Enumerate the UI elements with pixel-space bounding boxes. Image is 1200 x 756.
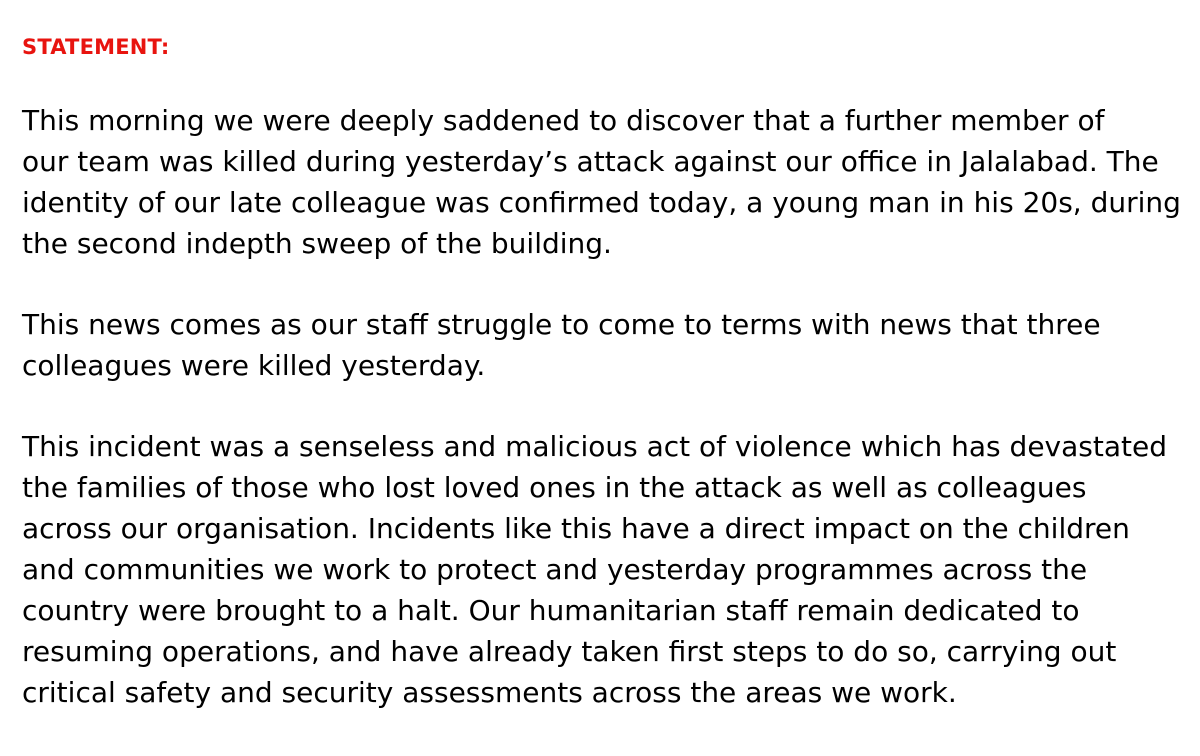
- paragraph-line: identity of our late colleague was confirmed today, a young man in his 20s, during: [22, 186, 1181, 219]
- paragraph-line: the families of those who lost loved ones in the attack as well as colleagues: [22, 471, 1087, 504]
- paragraph-line: critical safety and security assessments across the areas we work.: [22, 676, 957, 709]
- paragraph-line: country were brought to a halt. Our humanitarian staff remain dedicated to: [22, 594, 1080, 627]
- paragraph-line: resuming operations, and have already taken first steps to do so, carrying out: [22, 635, 1117, 668]
- paragraph-line: colleagues were killed yesterday.: [22, 349, 486, 382]
- paragraph-1: [22, 100, 1192, 264]
- paragraph-line: across our organisation. Incidents like this have a direct impact on the children: [22, 512, 1130, 545]
- statement-document: [22, 30, 1192, 753]
- paragraph-line: and communities we work to protect and yesterday programmes across the: [22, 553, 1088, 586]
- paragraph-line: This incident was a senseless and malicious act of violence which has devastated: [22, 430, 1167, 463]
- paragraph-line: our team was killed during yesterday’s attack against our office in Jalalabad. The: [22, 145, 1159, 178]
- paragraph-2: [22, 304, 1192, 386]
- statement-heading: STATEMENT:: [22, 35, 170, 59]
- paragraph-3: [22, 426, 1192, 713]
- paragraph-line: This morning we were deeply saddened to discover that a further member of: [22, 104, 1105, 137]
- paragraph-line: the second indepth sweep of the building.: [22, 227, 612, 260]
- paragraph-line: This news comes as our staff struggle to come to terms with news that three: [22, 308, 1101, 341]
